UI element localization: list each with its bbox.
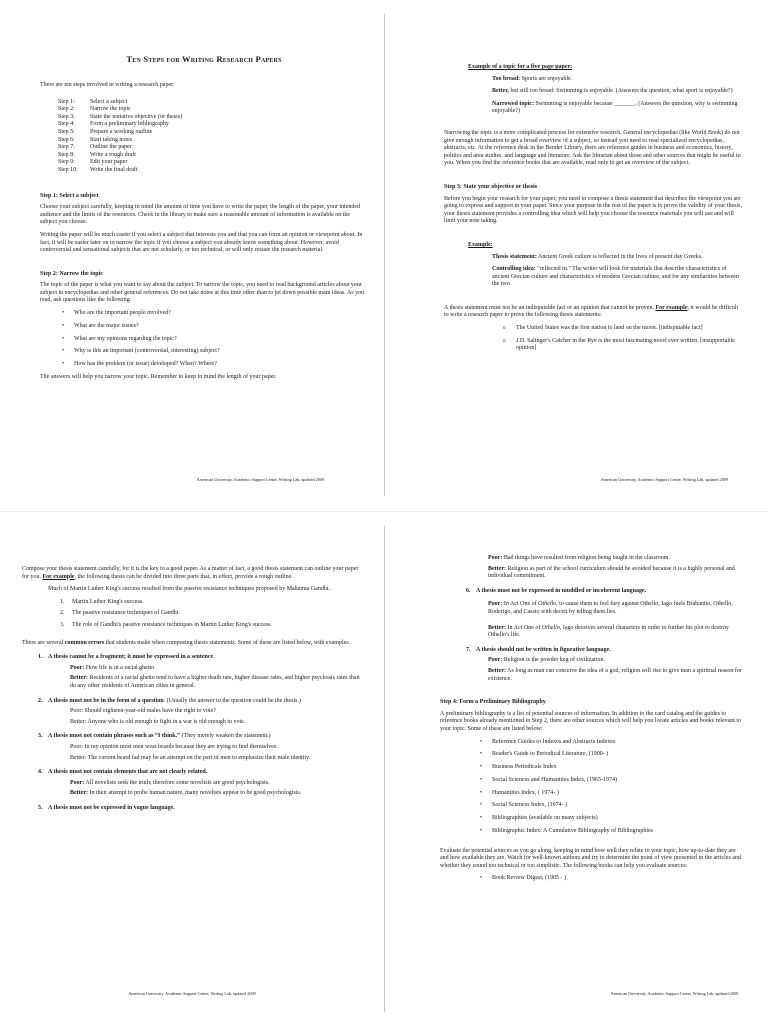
poor-example: Poor: All novelists seek the truth; therefore some novelists are good psychologists. bbox=[70, 779, 270, 786]
step2-heading: Step 2: Narrow the topic bbox=[40, 270, 103, 277]
thesis-paragraph: Compose your thesis statement carefully, for it is the key to a good paper. As a matter of fact, a good thesis statement can outline your paper for you. For example, the following thesis can be divided into three parts that, in effect, provide a rough outline. bbox=[22, 566, 359, 580]
error-4-heading: 4. A thesis must not contain elements that are not clearly related. bbox=[38, 769, 208, 776]
list-item: • Why is this an important (controversial, interesting) subject? bbox=[74, 348, 368, 356]
example-heading: Example of a topic for a five page paper: bbox=[468, 64, 573, 70]
step-item: Step 2: Narrow the topic bbox=[58, 106, 131, 113]
page-1 bbox=[0, 0, 384, 512]
poor-example: Poor: In Act One of Othello, to cause them to feel fury against Othello, Iago fuels Brabantio, Othello, Roderigo, and Cassio with deceit by telling them lies. bbox=[488, 601, 733, 615]
poor-example: Poor: How life is in a racial ghetto. bbox=[70, 664, 156, 671]
page-4 bbox=[384, 512, 768, 1024]
question-list bbox=[74, 310, 368, 369]
list-item: Too broad: Sports are enjoyable. bbox=[492, 75, 573, 82]
poor-example: Poor: Should eighteen-year-old males have the right to vote? bbox=[70, 708, 216, 715]
evaluation-list bbox=[492, 875, 744, 883]
list-item: 1. Martin Luther King's success. bbox=[60, 598, 144, 605]
step1-paragraph: Choose your subject carefully, keeping in mind the amount of time you have to write the paper, the length of the paper, your intended audience and the limits of the resources. Check in the library to make sure a reasonable amount of information is available on the subject you choose. bbox=[40, 204, 361, 226]
error-7-heading: 7. A thesis should not be written in figurative language. bbox=[466, 646, 611, 653]
error-6-heading: 6. A thesis must not be expressed in muddled or incoherent language. bbox=[466, 587, 647, 594]
list-item: • Reference Guides to Indexes and Abstracts Indexes bbox=[492, 739, 744, 747]
list-item: • Social Sciences and Humanities Index, (1965-1974) bbox=[492, 777, 744, 785]
step4-heading: Step 4: Form a Preliminary Bibliography bbox=[440, 699, 546, 706]
page-2 bbox=[384, 0, 768, 512]
error-5-heading: 5. A thesis must not be expressed in vague language. bbox=[38, 804, 175, 811]
list-item: • Reader's Guide to Periodical Literature, (1900- ) bbox=[492, 751, 744, 759]
intro-text: There are ten steps involved in writing a research paper: bbox=[40, 82, 175, 88]
list-item: • How has the problem (or issue) developed? When? Where? bbox=[74, 361, 368, 369]
step-item: Step 5: Prepare a working outline bbox=[58, 128, 153, 135]
page-footer: American University, Academic Support Center, Writing Lab, updated 2009 bbox=[128, 991, 256, 996]
narrowing-paragraph: Narrowing the topic is a more complicated process for extensive research. General encyclopedias (like World Book) do not give enough information to get a broad overview of a subject, so instead you need to read specialized encyclopedias, abstracts, etc. At the reference desk in the Bender Library, there are reference guides in business and economics, history, politics and area studies, and language and literature. Ask the librarian about those and other sources that might be useful to you. When you find the reference books that are available, read only to get an overview of the subject. bbox=[444, 129, 741, 167]
step-item: Step 6: Start taking notes bbox=[58, 136, 132, 143]
step1-heading: Step 1: Select a subject bbox=[40, 192, 99, 199]
step-item: Step 3: State the tentative objective (or thesis) bbox=[58, 113, 183, 120]
step-item: Step 4: Form a preliminary bibliography bbox=[58, 121, 169, 128]
example-block bbox=[492, 76, 744, 116]
list-item: • Social Sciences Index, (1974- ) bbox=[492, 802, 744, 810]
list-item: • Bibliographic Index: A Cumulative Bibliography of Bibliographies bbox=[492, 828, 744, 836]
list-item: Controlling idea: "reflected in." The writer will look for materials that describe characteristics of ancient Grecian culture and characteristics of modern Grecian culture, and for any similarities between the two. bbox=[492, 266, 739, 288]
list-item: • Who are the important people involved? bbox=[74, 310, 368, 318]
errors-paragraph: There are several common errors that students make when composing thesis statements. Some of these are listed below, with examples. bbox=[22, 639, 351, 646]
step3-heading: Step 3: State your objective or thesis bbox=[444, 183, 538, 190]
fact-list bbox=[516, 325, 744, 353]
step-item: Step 7: Outline the paper bbox=[58, 144, 132, 151]
error-1-heading: 1. A thesis cannot be a fragment; it must be expressed in a sentence. bbox=[38, 654, 215, 661]
list-item: o The United States was the first nation to land on the moon. [indisputable fact] bbox=[516, 325, 744, 333]
step-item: Step 10: Write the final draft bbox=[58, 166, 138, 173]
poor-example: Poor: In my opinion most men wear beards because they are trying to find themselves. bbox=[70, 743, 278, 750]
step-item: Step 1: Select a subject bbox=[58, 98, 128, 105]
page-footer: American University, Academic Support Center, Writing Lab, updated 2009 bbox=[610, 991, 738, 996]
better-example: Better: Residents of a racial ghetto tend to have a higher death rate, higher disease rates, and higher psychosis rates than do any other residents of American cities in general. bbox=[70, 675, 360, 689]
list-item: Narrowed topic: Swimming is enjoyable because _______. (Answers the question, why is swimming enjoyable?) bbox=[492, 100, 738, 115]
fact-paragraph: A thesis statement must not be an indisputable fact or an opinion that cannot be proven. For example, it would be difficult to write a research paper to prove the following thesis statements: bbox=[444, 304, 739, 319]
better-example: Better: In their attempt to probe human nature, many novelists appear to be good psychologists. bbox=[70, 790, 302, 797]
better-example: Better: Anyone who is old enough to fight in a war is old enough to vote. bbox=[70, 718, 246, 725]
example-label: Example: bbox=[468, 241, 493, 248]
step3-paragraph: Before you begin your research for your paper, you need to compose a thesis statement that describes the viewpoint you are going to express and support in your paper. Since your purpose in the rest of the paper is to prove the validity of your thesis, your thesis statement provides a controlling idea which will help you choose the resource materials you will use and will limit your note taking. bbox=[444, 195, 742, 225]
list-item: • Humanities Index, ( 1974- ) bbox=[492, 790, 744, 798]
step2-paragraph: The topic of the paper is what you want to say about the subject. To narrow the topic, you need to read background articles about your subject in encyclopedias and other general references. Do not take notes at this time other than to jot down possible main ideas. As you read, ask questions like the following: bbox=[40, 282, 365, 304]
step-item: Step 9: Edit your paper bbox=[58, 159, 128, 166]
list-item: 2. The passive resistance techniques of Gandhi. bbox=[60, 610, 180, 617]
page-3 bbox=[0, 512, 384, 1024]
step-item: Step 8: Write a rough draft bbox=[58, 151, 136, 158]
list-item: • What are the major issues? bbox=[74, 323, 368, 331]
page-footer: American University, Academic Support Center, Writing Lab, updated 2009 bbox=[196, 477, 324, 482]
poor-example: Poor: Bad things have resulted from religion being taught in the classroom. bbox=[488, 555, 670, 561]
list-item: 3. The role of Gandhi's passive resistance techniques in Martin Luther King's success. bbox=[60, 621, 273, 628]
error-2-heading: 2. A thesis must not be in the form of a question. (Usually the answer to the question could be the thesis.) bbox=[38, 697, 301, 704]
steps-list bbox=[58, 99, 368, 175]
better-example: Better: As long as man can conceive the idea of a god, religion will rise to give man a spiritual reason for existence. bbox=[488, 667, 742, 682]
list-item: Thesis statement: Ancient Greek culture is reflected in the lives of present day Greeks. bbox=[492, 253, 703, 260]
list-item: • What are my opinions regarding the topic? bbox=[74, 336, 368, 344]
mlk-list bbox=[60, 598, 364, 630]
thesis-example bbox=[492, 254, 744, 289]
better-example: Better: Religion as part of the school curriculum should be avoided because it is a highly personal and individual commitment. bbox=[488, 565, 735, 580]
list-item: • Business Periodicals Index bbox=[492, 764, 744, 772]
list-item: Better, but still too broad: Swimming is enjoyable. (Answers the question, what sport is enjoyable?) bbox=[492, 88, 733, 95]
mlk-paragraph: Much of Martin Luther King's success resulted from the passive resistance techniques proposed by Mahatma Gandhi. bbox=[48, 586, 331, 593]
step2-paragraph: The answers will help you narrow your topic. Remember to keep in mind the length of your paper. bbox=[40, 373, 277, 380]
list-item: • Book Review Digest, (1905 - ) bbox=[492, 875, 744, 883]
page-title: Ten Steps for Writing Research Papers bbox=[126, 54, 282, 64]
list-item: o J.D. Salinger's Catcher in the Rye is the most fascinating novel ever written. [insupportable opinion] bbox=[516, 338, 744, 353]
better-example: Better: In Act One of Othello, Iago deceives several characters in order to further his plot to destroy Othello's life. bbox=[488, 624, 729, 639]
better-example: Better: The current beard fad may be an attempt on the part of men to emphasize their male identity. bbox=[70, 754, 311, 761]
poor-example: Poor: Religion is the powder keg of civilization. bbox=[488, 657, 605, 664]
error-3-heading: 3. A thesis must not contain phrases such as “I think.” (They merely weaken the statement.) bbox=[38, 733, 271, 740]
step4-paragraph: A preliminary bibliography is a list of potential sources of information. In addition to the card catalog and the guides to reference books already mentioned in Step 2, there are other sources which will help you locate articles and books relevant to your topic. Some of these are listed below: bbox=[440, 710, 742, 732]
sources-list bbox=[492, 739, 744, 836]
step1-paragraph: Writing the paper will be much easier if you select a subject that interests you and that you can form an opinion or viewpoint about. In fact, it will be easier later on to narrow the topic if you choose a subject you already know something about. However, avoid controversial and sensational subjects that are not scholarly, or too technical, or will only restate the research material. bbox=[40, 231, 363, 254]
evaluate-paragraph: Evaluate the potential sources as you go along, keeping in mind how well they relate to your topic, how up-to-date they are and how available they are. Watch for well-known authors and try to determine the point of view presented in the articles and whether they sound too technical or too simplistic. The following books can help you evaluate sources: bbox=[440, 847, 741, 869]
list-item: • Bibliographies (available on many subjects) bbox=[492, 815, 744, 823]
page-footer: American University, Academic Support Center, Writing Lab, updated 2009 bbox=[600, 477, 728, 482]
